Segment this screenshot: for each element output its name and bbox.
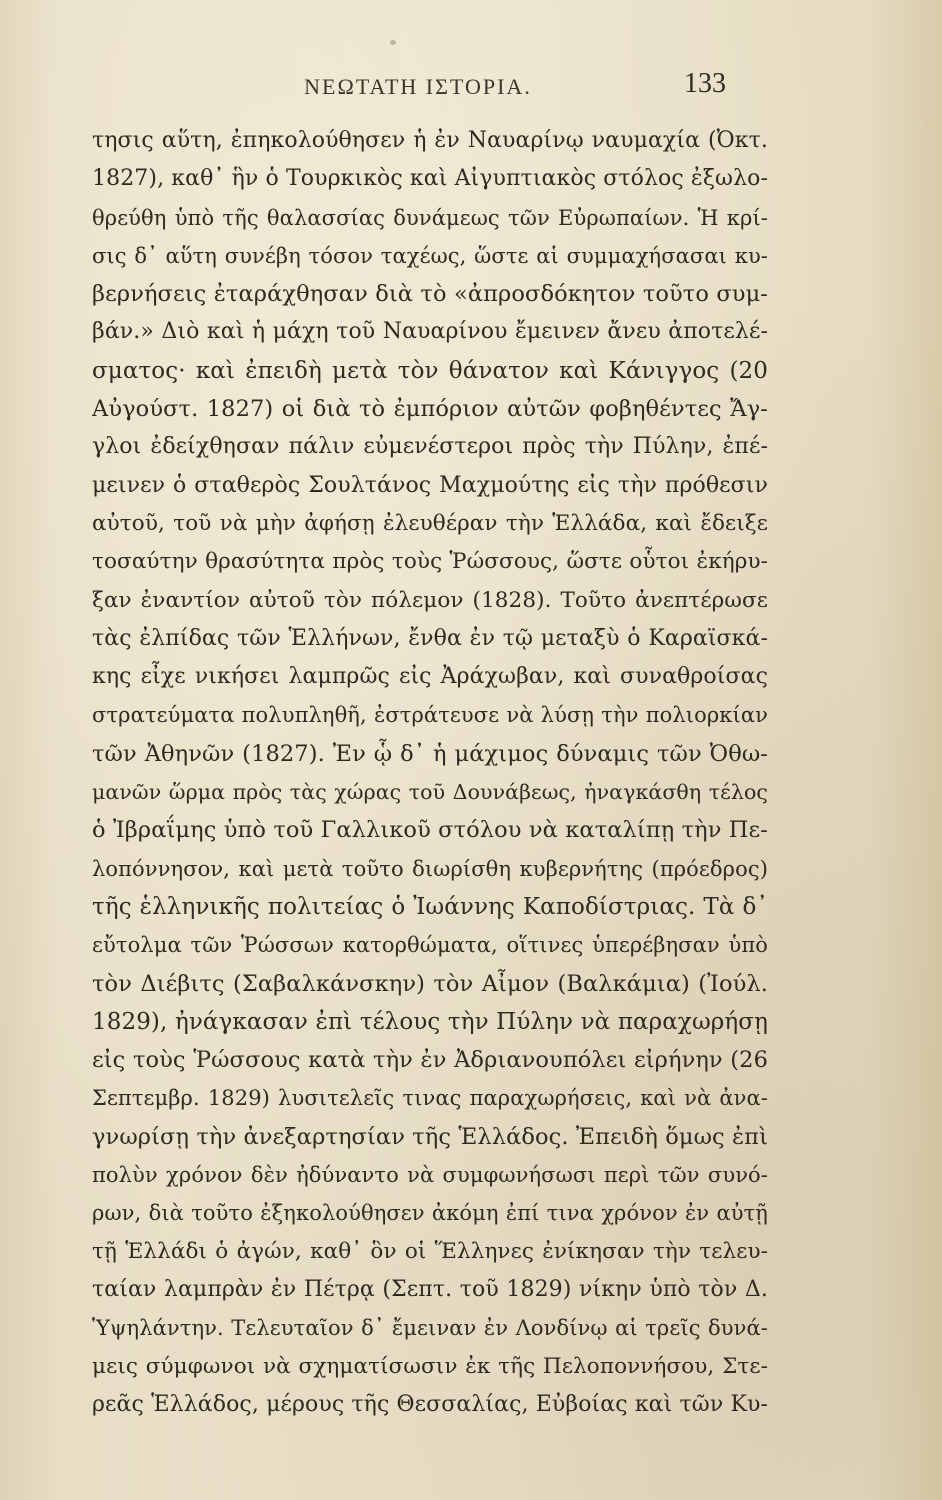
text-line: σις δ᾽ αὕτη συνέβη τόσον ταχέως, ὥστε αἱ συμμαχήσασαι κυ- [92,243,768,268]
text-line: μεινεν ὁ σταθερὸς Σουλτάνος Μαχμούτης εἰς τὴν πρόθεσιν [92,472,768,498]
text-line: εὔτολμα τῶν Ῥώσσων κατορθώματα, οἵτινες ὑπερέβησαν ὑπὸ [92,933,768,958]
text-line: θρεύθη ὑπὸ τῆς θαλασσίας δυνάμεως τῶν Εὐρωπαίων. Ἡ κρί- [92,205,768,230]
text-line: Σεπτεμβρ. 1829) λυσιτελεῖς τινας παραχωρήσεις, καὶ νὰ ἀνα- [92,1086,768,1111]
text-line: βερνήσεις ἐταράχθησαν διὰ τὸ «ἀπροσδόκητον τοῦτο συμ- [92,281,768,308]
text-line: πολὺν χρόνον δὲν ἠδύναντο νὰ συμφωνήσωσι περὶ τῶν συνό- [92,1163,768,1188]
ink-spot [390,40,396,45]
text-line: τῇ Ἑλλάδι ὁ ἀγών, καθ᾽ ὃν οἱ Ἕλληνες ἐνίκησαν τὴν τελευ- [92,1238,768,1264]
text-line: γλοι ἐδείχθησαν πάλιν εὐμενέστεροι πρὸς τὴν Πύλην, ἐπέ- [92,434,768,460]
text-line: Ὑψηλάντην. Τελευταῖον δ᾽ ἔμειναν ἐν Λονδίνῳ αἱ τρεῖς δυνά- [92,1316,768,1341]
body-text [92,122,768,1424]
text-line: βάν.» Διὸ καὶ ἡ μάχη τοῦ Ναυαρίνου ἔμεινεν ἄνευ ἀποτελέ- [92,319,768,345]
text-line: σματος· καὶ ἐπειδὴ μετὰ τὸν θάνατον καὶ Κάνιγγος (20 [92,357,768,384]
text-line: μανῶν ὥρμα πρὸς τὰς χώρας τοῦ Δουνάβεως, ἠναγκάσθη τέλος [92,780,768,805]
text-line: τὰς ἐλπίδας τῶν Ἑλλήνων, ἔνθα ἐν τῷ μεταξὺ ὁ Καραϊσκά- [92,625,768,651]
page-number: 133 [684,68,726,99]
text-line: τοσαύτην θρασύτητα πρὸς τοὺς Ῥώσσους, ὥστε οὗτοι ἐκήρυ- [92,549,768,575]
text-line: ὁ Ἰβραΐμης ὑπὸ τοῦ Γαλλικοῦ στόλου νὰ καταλίπῃ τὴν Πε- [92,817,768,844]
text-line: κης εἶχε νικήσει λαμπρῶς εἰς Ἀράχωβαν, καὶ συναθροίσας [92,664,768,690]
text-line: εἰς τοὺς Ῥώσσους κατὰ τὴν ἐν Ἀδριανουπόλει εἰρήνην (26 [92,1047,768,1074]
text-line: ταίαν λαμπρὰν ἐν Πέτρᾳ (Σεπτ. τοῦ 1829) νίκην ὑπὸ τὸν Δ. [92,1276,768,1302]
text-line: τησις αὕτη, ἐπηκολούθησεν ἡ ἐν Ναυαρίνῳ ναυμαχία (Ὀκτ. [92,128,768,153]
text-line: μεις σύμφωνοι νὰ σχηματίσωσιν ἐκ τῆς Πελοποννήσου, Στε- [92,1353,768,1379]
text-line: γνωρίσῃ τὴν ἀνεξαρτησίαν τῆς Ἑλλάδος. Ἐπειδὴ ὅμως ἐπὶ [92,1123,768,1150]
text-line: λοπόννησον, καὶ μετὰ τοῦτο διωρίσθη κυβερνήτης (πρόεδρος) [92,856,768,881]
text-line: ξαν ἐναντίον αὐτοῦ τὸν πόλεμον (1828). Τοῦτο ἀνεπτέρωσε [92,587,768,613]
text-line: στρατεύματα πολυπληθῆ, ἐστράτευσε νὰ λύσῃ τὴν πολιορκίαν [92,703,768,728]
text-line: τῶν Ἀθηνῶν (1827). Ἐν ᾧ δ᾽ ἡ μάχιμος δύναμις τῶν Ὀθω- [92,740,768,767]
text-line: 1829), ἠνάγκασαν ἐπὶ τέλους τὴν Πύλην νὰ παραχωρήσῃ [92,1008,768,1035]
text-line: Αὐγούστ. 1827) οἱ διὰ τὸ ἐμπόριον αὐτῶν φοβηθέντες Ἄγ- [92,396,768,423]
running-title: ΝΕΩΤΑΤΗ ΙΣΤΟΡΙΑ. [304,74,532,99]
text-line: ρεᾶς Ἑλλάδος, μέρους τῆς Θεσσαλίας, Εὐβοίας καὶ τῶν Κυ- [92,1391,768,1417]
running-header [0,68,942,108]
text-line: τὸν Διέβιτς (Σαβαλκάνσκην) τὸν Αἶμον (Βαλκάμια) (Ἰούλ. [92,970,768,997]
text-line: 1827), καθ᾽ ἣν ὁ Τουρκικὸς καὶ Αἰγυπτιακὸς στόλος ἐξωλο- [92,166,768,192]
text-line: αὐτοῦ, τοῦ νὰ μὴν ἀφήσῃ ἐλευθέραν τὴν Ἑλλάδα, καὶ ἔδειξε [92,510,768,536]
text-line: τῆς ἑλληνικῆς πολιτείας ὁ Ἰωάννης Καποδίστριας. Τὰ δ᾽ [92,893,768,920]
text-line: ρων, διὰ τοῦτο ἐξηκολούθησεν ἀκόμη ἐπί τινα χρόνον ἐν αὐτῇ [92,1201,768,1226]
